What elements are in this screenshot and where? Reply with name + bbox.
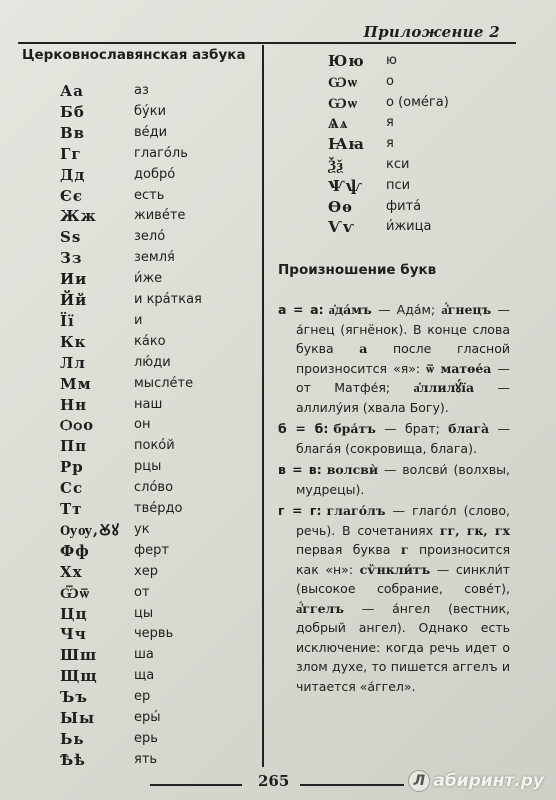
- letter-glyph: Ѱѱ: [328, 176, 364, 195]
- entry-text: — а́гнец (ягнёнок). В конце слова буква: [296, 302, 510, 356]
- letter-glyph: Ѿѿ: [60, 583, 91, 602]
- letter-name: пси: [386, 177, 411, 193]
- letter-glyph: Єє: [60, 186, 84, 205]
- entry-text: — блага́я (сокровища, блага).: [296, 421, 510, 456]
- letter-glyph: Ѯѯ: [328, 156, 344, 174]
- pronunciation-entry: [278, 460, 510, 499]
- letter-name: он: [134, 417, 151, 433]
- slavonic-word: а҆ллилꙋ́їа: [413, 380, 475, 395]
- letter-name: о: [386, 73, 394, 89]
- letter-name: ю: [386, 53, 397, 68]
- letter-glyph: Аа: [60, 82, 84, 100]
- letter-name: поко́й: [134, 438, 175, 454]
- letter-name: еры́: [134, 710, 161, 725]
- entry-text: — Ада́м;: [371, 302, 442, 317]
- letter-name: ер: [134, 689, 151, 705]
- watermark-text: абиринт.ру: [433, 771, 544, 791]
- entry-text: первая буква: [296, 542, 401, 557]
- letter-glyph: Ѳѳ: [328, 197, 353, 216]
- letter-glyph: Гг: [60, 144, 82, 163]
- entry-text: — а́нгел (вестник, добрый ангел). Однако есть исключение: когда речь идет о злом духе, то пишется аггелъ и читается «а́ггел».: [296, 600, 510, 694]
- letter-glyph: Шш: [60, 646, 98, 665]
- entry-text: — аллилу́ия (хвала Богу).: [296, 380, 510, 415]
- entry-lead: а = а:: [278, 302, 324, 317]
- letter-name: рцы: [134, 459, 162, 475]
- letter-glyph: Ъъ: [60, 688, 88, 707]
- slavonic-word: а҆́ггелъ: [296, 600, 344, 616]
- letter-name: кси: [386, 157, 410, 172]
- letter-name: ять: [134, 751, 158, 767]
- letter-glyph: Тт: [60, 500, 83, 518]
- slavonic-word: бра́тъ: [333, 421, 376, 436]
- slavonic-word: гг, гк, гх: [439, 522, 510, 538]
- pronunciation-entry: [278, 501, 510, 696]
- pronunciation-title: Произношение букв: [278, 262, 437, 278]
- letter-glyph: Цц: [60, 604, 88, 623]
- letter-glyph: Ыы: [60, 709, 96, 727]
- letter-name: бу́ки: [134, 103, 167, 119]
- footer-rule-left: [150, 784, 242, 786]
- entry-lead: г = г:: [278, 503, 322, 518]
- letter-glyph: Ꙗꙗ: [328, 135, 365, 154]
- pronunciation-section: [278, 300, 510, 698]
- slavonic-word: волсвѝ: [326, 462, 379, 477]
- letter-glyph: Юю: [328, 52, 365, 70]
- watermark-badge: Л: [408, 770, 430, 792]
- footer-rule-right: [300, 784, 404, 786]
- letter-name: и кра́ткая: [134, 292, 202, 307]
- entry-text: — глаго́л (слово, речь). В сочетаниях: [296, 503, 510, 538]
- slavonic-word: глаго́лъ: [326, 503, 386, 518]
- letter-glyph: Сс: [60, 479, 84, 498]
- letter-glyph: Дд: [60, 165, 86, 184]
- slavonic-word: а: [359, 341, 368, 356]
- letter-glyph: Щщ: [60, 667, 98, 686]
- letter-name: ферт: [134, 542, 169, 558]
- letter-name: есть: [134, 187, 165, 203]
- letter-name: лю́ди: [134, 354, 171, 370]
- letter-name: тве́рдо: [134, 501, 183, 516]
- letter-name: червь: [134, 626, 174, 642]
- slavonic-word: а҆да́мъ: [328, 302, 372, 317]
- letter-name: фита́: [386, 198, 422, 214]
- letter-glyph: Ѵѵ: [328, 218, 355, 237]
- header-rule: [18, 42, 516, 44]
- letter-name: от: [134, 584, 150, 600]
- letter-glyph: Ѡѡ: [328, 72, 359, 91]
- slavonic-word: а҆́гнецъ: [441, 302, 492, 317]
- letter-glyph: Хх: [60, 562, 83, 581]
- letter-glyph: Йй: [60, 291, 88, 309]
- letter-name: я: [386, 136, 394, 152]
- page-number: 265: [258, 772, 290, 790]
- letter-glyph: Чч: [60, 625, 87, 644]
- letter-name: ерь: [134, 730, 158, 746]
- letter-glyph: Кк: [60, 332, 87, 351]
- letter-name: земля́: [134, 250, 175, 266]
- letter-name: глаго́ль: [134, 145, 188, 161]
- letter-glyph: Жж: [60, 207, 97, 226]
- slavonic-word: г: [400, 542, 409, 557]
- slavonic-word: сѷнкли́тъ: [359, 561, 431, 577]
- letter-name: ве́ди: [134, 124, 168, 140]
- slavonic-word: блага̀: [448, 421, 490, 436]
- watermark: [408, 770, 544, 792]
- running-head: Приложение 2: [363, 23, 500, 41]
- letter-glyph: Ии: [60, 270, 88, 289]
- letter-glyph: Ѻѻо: [60, 416, 95, 435]
- letter-glyph: Пп: [60, 437, 88, 456]
- letter-name: о (оме́га): [386, 94, 449, 110]
- entry-text: после гласной произносится «я»:: [296, 341, 510, 376]
- letter-glyph: Нн: [60, 395, 88, 414]
- page-footer: [0, 768, 556, 800]
- slavonic-word: ѿ матѳе́а: [426, 360, 492, 376]
- letter-glyph: Ѧѧ: [328, 114, 349, 133]
- letter-name: ща: [134, 668, 155, 684]
- letter-glyph: Ѣѣ: [60, 750, 86, 769]
- column-divider: [262, 45, 264, 767]
- letter-name: и́же: [134, 271, 163, 287]
- letter-name: ук: [134, 521, 150, 537]
- entry-lead: б = б:: [278, 421, 329, 436]
- pronunciation-entry: [278, 300, 510, 417]
- letter-name: ка́ко: [134, 333, 166, 349]
- letter-glyph: Вв: [60, 123, 86, 142]
- letter-glyph: Ѕѕ: [60, 228, 82, 247]
- entry-text: произносится как «н»:: [296, 542, 510, 577]
- letter-name: аз: [134, 83, 149, 98]
- letter-name: хер: [134, 563, 158, 579]
- pronunciation-entry: [278, 419, 510, 458]
- letter-glyph: Фф: [60, 541, 90, 560]
- letter-glyph: Ѹѹ,Ꙋꙋ: [60, 520, 120, 539]
- entry-text: — брат;: [375, 421, 449, 436]
- letter-name: наш: [134, 396, 163, 412]
- letter-glyph: Рр: [60, 458, 84, 477]
- letter-glyph: Бб: [60, 102, 85, 121]
- letter-name: мысле́те: [134, 375, 194, 391]
- entry-lead: в = в:: [278, 462, 322, 477]
- letter-glyph: Ьь: [60, 729, 85, 748]
- entry-text: — от Матфе́я;: [296, 360, 510, 395]
- letter-name: ша: [134, 647, 154, 663]
- letter-name: и́жица: [386, 219, 432, 235]
- letter-glyph: Її: [60, 311, 75, 330]
- letter-name: зело́: [134, 229, 166, 245]
- letter-name: добро́: [134, 166, 176, 182]
- letter-name: живе́те: [134, 208, 186, 224]
- entry-text: — волсви́ (волхвы, мудрецы).: [296, 462, 511, 497]
- letter-glyph: Лл: [60, 353, 86, 372]
- entry-text: — синкли́т (высокое собрание, сове́т),: [296, 561, 510, 596]
- alphabet-title: Церковнославянская азбука: [22, 47, 246, 63]
- letter-name: цы: [134, 605, 154, 621]
- letter-name: и: [134, 312, 143, 328]
- letter-name: я: [386, 115, 394, 131]
- letter-glyph: Зз: [60, 249, 83, 268]
- letter-glyph: Мм: [60, 374, 92, 393]
- letter-name: сло́во: [134, 480, 174, 496]
- letter-glyph: Ѡѡ: [328, 93, 359, 112]
